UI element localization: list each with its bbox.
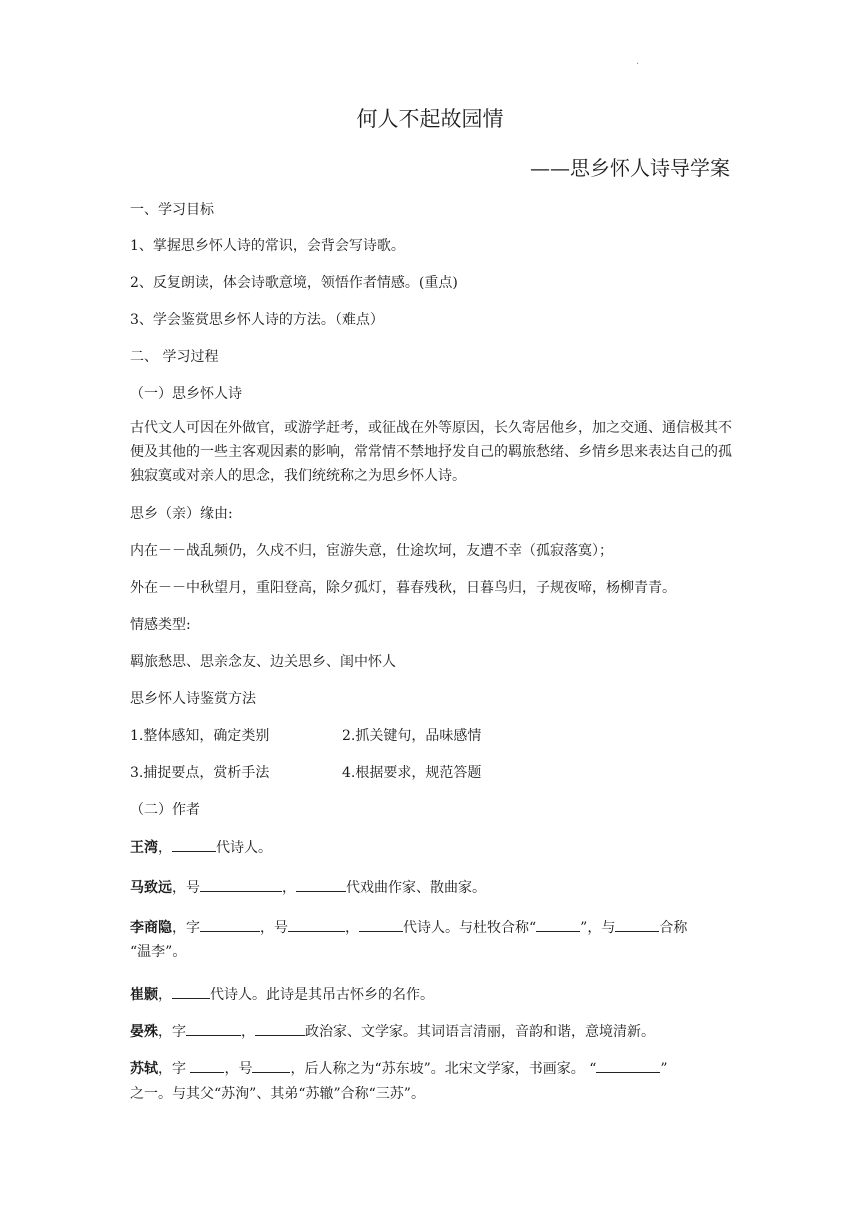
- text-fragment: ，字: [158, 1024, 186, 1040]
- fill-blank-zi[interactable]: [190, 1057, 224, 1073]
- fill-blank-hao[interactable]: [288, 916, 345, 932]
- text-fragment: ，后人称之为“苏东坡”。北宋文学家，书画家。 “: [290, 1061, 597, 1077]
- text-fragment: 代诗人。: [216, 840, 272, 856]
- reason-outer: 外在－－中秋望月，重阳登高，除夕孤灯，暮春残秋，日暮鸟归，子规夜啼，杨柳青青。: [130, 580, 676, 596]
- fill-blank-dynasty[interactable]: [359, 916, 403, 932]
- text-fragment: ”: [660, 1061, 668, 1077]
- fill-blank-dynasty[interactable]: [296, 876, 346, 892]
- text-fragment: ，号: [224, 1061, 253, 1077]
- fill-blank-paired-poet[interactable]: [615, 916, 659, 932]
- text-fragment: ，号: [260, 920, 288, 936]
- fill-blank-dynasty[interactable]: [172, 983, 210, 999]
- method-2: 2.抓关键句，品味感情: [342, 728, 482, 744]
- section2-heading: 二、 学习过程: [130, 349, 219, 365]
- reason-inner: 内在－－战乱频仍，久戍不归，宦游失意，仕途坎坷，友遭不幸（孤寂落寞）；: [130, 543, 613, 559]
- author-su-shi: [130, 1057, 668, 1078]
- text-fragment: 合称: [659, 920, 688, 936]
- author-cui-hao: [130, 983, 434, 1004]
- author-wang-wan: [130, 836, 272, 857]
- text-fragment: ，字: [158, 1061, 191, 1077]
- goal-item-3: 3、学会鉴赏思乡怀人诗的方法。（难点）: [130, 312, 384, 328]
- text-fragment: ，: [158, 840, 172, 856]
- fill-blank-joint-name[interactable]: [536, 916, 580, 932]
- method-4: 4.根据要求，规范答题: [342, 765, 482, 781]
- fill-blank-zi[interactable]: [186, 1020, 241, 1036]
- author-name: 马致远: [130, 880, 172, 896]
- fill-blank-hao[interactable]: [252, 1057, 290, 1073]
- fill-blank-zi[interactable]: [200, 916, 260, 932]
- fill-blank-group-name[interactable]: [596, 1057, 660, 1073]
- fill-blank-hao[interactable]: [200, 876, 282, 892]
- page-subtitle: ——思乡怀人诗导学案: [530, 156, 730, 180]
- author-ma-zhiyuan: [130, 876, 486, 897]
- text-fragment: ，字: [172, 920, 200, 936]
- emotion-types: 羁旅愁思、思亲念友、边关思乡、闺中怀人: [130, 654, 396, 670]
- page-title: 何人不起故园情: [356, 107, 504, 131]
- author-name: 王湾: [130, 840, 158, 856]
- text-fragment: ，: [345, 920, 359, 936]
- header-dot: .: [636, 56, 640, 67]
- author-name: 崔颢: [130, 987, 158, 1003]
- subsection-authors-heading: （二）作者: [130, 802, 200, 818]
- emotion-heading: 情感类型:: [130, 617, 191, 633]
- author-name: 苏轼: [130, 1061, 158, 1077]
- intro-paragraph: 古代文人可因在外做官，或游学赶考，或征战在外等原因，长久寄居他乡，加之交通、通信极其不便及其他的一些主客观因素的影响，常常情不禁地抒发自己的羁旅愁绪、乡情乡思来表达自己的孤独寂寞或对亲人的思念，我们统统称之为思乡怀人诗。: [130, 420, 732, 484]
- reason-heading: 思乡（亲）缘由:: [130, 506, 233, 522]
- text-fragment: ”，与: [580, 920, 616, 936]
- author-li-shangyin-cont: “温李”。: [130, 944, 187, 960]
- text-fragment: 代戏曲作家、散曲家。: [346, 880, 486, 896]
- goal-item-1: 1、掌握思乡怀人诗的常识，会背会写诗歌。: [130, 238, 405, 254]
- method-1: 1.整体感知，确定类别: [130, 728, 270, 744]
- text-fragment: 政治家、文学家。其词语言清丽，音韵和谐，意境清新。: [305, 1024, 655, 1040]
- section1-heading: 一、学习目标: [130, 202, 214, 218]
- fill-blank-dynasty[interactable]: [255, 1020, 305, 1036]
- goal-item-2: 2、反复朗读，体会诗歌意境，领悟作者情感。(重点): [130, 275, 458, 291]
- author-name: 晏殊: [130, 1024, 158, 1040]
- author-name: 李商隐: [130, 920, 172, 936]
- text-fragment: ，: [282, 880, 296, 896]
- author-su-shi-cont: 之一。与其父“苏洵”、其弟“苏辙”合称“三苏”。: [130, 1086, 425, 1102]
- author-yan-shu: [130, 1020, 655, 1041]
- text-fragment: ，号: [172, 880, 200, 896]
- subsection-poems-heading: （一）思乡怀人诗: [130, 386, 242, 402]
- text-fragment: 代诗人。此诗是其吊古怀乡的名作。: [210, 987, 434, 1003]
- text-fragment: ，: [241, 1024, 255, 1040]
- text-fragment: ，: [158, 987, 172, 1003]
- method-heading: 思乡怀人诗鉴赏方法: [130, 691, 256, 707]
- fill-blank-dynasty[interactable]: [172, 836, 216, 852]
- method-3: 3.捕捉要点，赏析手法: [130, 765, 270, 781]
- author-li-shangyin: [130, 916, 687, 937]
- text-fragment: 代诗人。与杜牧合称“: [403, 920, 537, 936]
